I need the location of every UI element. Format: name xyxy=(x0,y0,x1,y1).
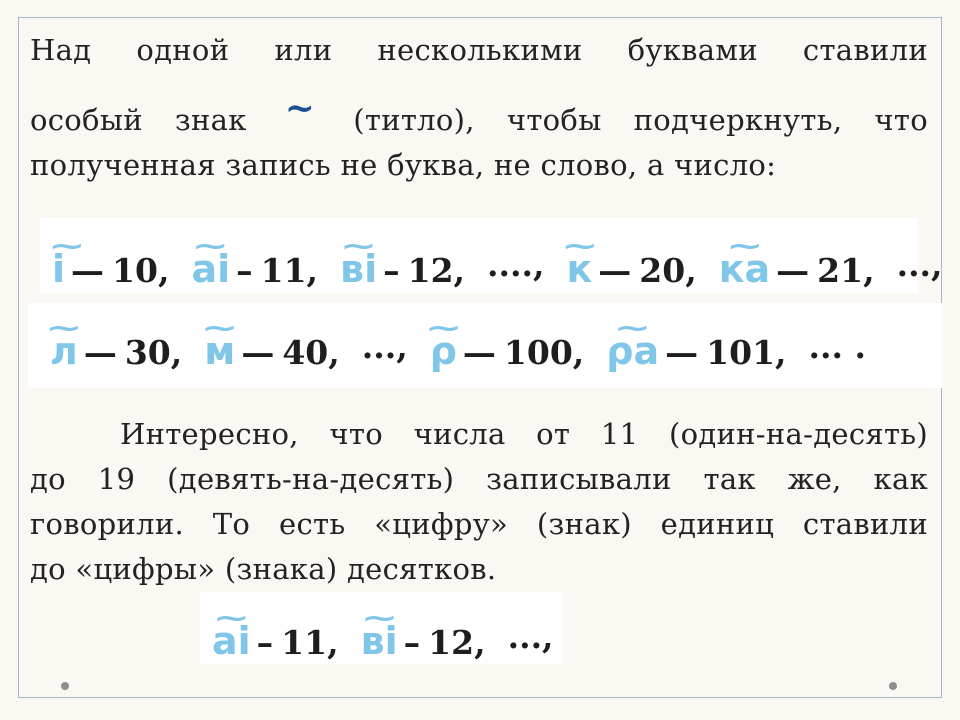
numeral-value: 101, xyxy=(706,333,787,372)
numeral-value: ... . xyxy=(808,326,866,366)
numeral-dash: — xyxy=(241,333,275,372)
numeral-item xyxy=(212,610,361,662)
numeral-value: 12, xyxy=(428,623,486,662)
numeral-item xyxy=(567,238,719,290)
numeral-glyph: ~ м xyxy=(204,320,235,370)
paragraph1-line2 xyxy=(30,87,928,139)
numeral-dash: – xyxy=(383,251,400,290)
numerals-row-2 xyxy=(50,320,888,372)
bullet-dot-right xyxy=(889,682,897,690)
numeral-glyph: ~ л xyxy=(50,320,78,370)
numeral-item xyxy=(52,238,191,290)
numeral-dash: – xyxy=(256,623,274,662)
numeral-item xyxy=(508,617,576,656)
numeral-value: 100, xyxy=(503,333,585,372)
numeral-value: 21, xyxy=(817,251,875,290)
paragraph2-line4: до «цифры» (знака) десятков. xyxy=(30,552,497,586)
numeral-value: 10, xyxy=(112,251,170,290)
titlo-symbol: ~ xyxy=(284,87,316,129)
numeral-dash: — xyxy=(462,333,496,372)
numeral-item xyxy=(719,238,897,290)
numeral-value: 40, xyxy=(282,333,340,372)
numeral-glyph: ~ ві xyxy=(361,610,398,660)
numeral-value: ...., xyxy=(487,244,545,284)
numeral-value: ..., xyxy=(896,244,943,284)
numeral-dash: – xyxy=(403,623,421,662)
paragraph2-line1-text: Интересно, что числа от 11 (один-на-десять) xyxy=(120,417,928,451)
numeral-item xyxy=(361,610,508,662)
paragraph1-line1: Над одной или несколькими буквами ставили xyxy=(30,33,928,67)
numeral-glyph: ~ ві xyxy=(340,238,377,288)
paragraph1-line2-before: особый знак xyxy=(30,103,247,137)
numeral-dash: — xyxy=(83,333,117,372)
numeral-item xyxy=(430,320,607,372)
numeral-value: ..., xyxy=(361,326,408,366)
numeral-item xyxy=(191,238,340,290)
numeral-glyph: ~ ка xyxy=(719,238,770,288)
paragraph1-line3: полученная запись не буква, не слово, а число: xyxy=(30,148,777,182)
paragraph2-line2: до 19 (девять-на-десять) записывали так же, как xyxy=(30,462,928,496)
numeral-value: 20, xyxy=(639,251,697,290)
numeral-glyph: ~ аі xyxy=(191,238,230,288)
numeral-dash: — xyxy=(776,251,810,290)
numeral-glyph: ~ і xyxy=(52,238,65,288)
numeral-item xyxy=(897,245,960,284)
numeral-item xyxy=(204,320,361,372)
numeral-glyph: ~ ρ xyxy=(430,320,457,370)
numeral-item xyxy=(362,327,430,366)
numeral-dash: — xyxy=(71,251,105,290)
numeral-item xyxy=(50,320,204,372)
numeral-value: 11, xyxy=(260,251,319,290)
numeral-item xyxy=(340,238,487,290)
numerals-row-1 xyxy=(52,238,960,290)
numeral-dash: – xyxy=(236,251,253,290)
numeral-glyph: ~ аі xyxy=(212,610,251,660)
paragraph2-line1 xyxy=(30,417,928,451)
numeral-value: 11, xyxy=(281,623,339,662)
numeral-glyph: ~ ρа xyxy=(606,320,659,370)
bullet-dot-left xyxy=(61,682,69,690)
numeral-value: 12, xyxy=(407,251,466,290)
numeral-dash: — xyxy=(598,251,632,290)
numeral-glyph: ~ к xyxy=(567,238,593,288)
numeral-item xyxy=(809,327,888,366)
numeral-dash: — xyxy=(665,333,699,372)
numeral-item xyxy=(606,320,808,372)
paragraph2-line3: говорили. То есть «цифру» (знак) единиц ставили xyxy=(30,507,928,541)
numerals-row-3 xyxy=(212,610,576,662)
numeral-value: 30, xyxy=(124,333,183,372)
numeral-item xyxy=(487,245,566,284)
numeral-value: ..., xyxy=(507,616,554,656)
paragraph1-line2-after: (титло), чтобы подчеркнуть, что xyxy=(353,103,928,137)
